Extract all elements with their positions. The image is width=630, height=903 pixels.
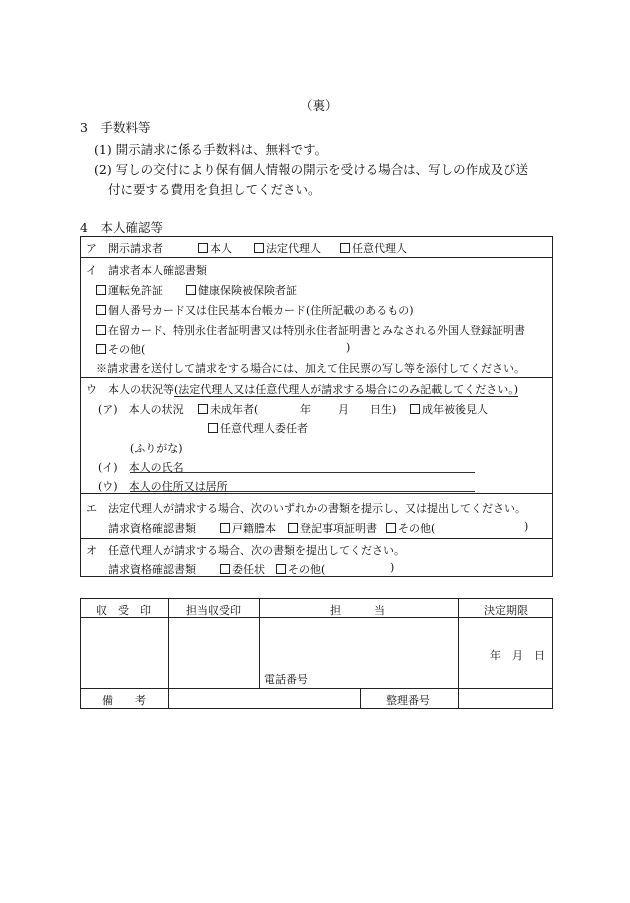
person-address-label: (ウ) 本人の住所又は居所: [98, 480, 228, 493]
status-a-label: (ア) 本人の状況: [98, 403, 184, 416]
legal-agent-instruction: エ 法定代理人が請求する場合、次のいずれかの書類を提示し、又は提出してください。: [86, 502, 526, 515]
page-label: （裏）: [300, 98, 338, 113]
section-4-heading: 4 本人確認等: [80, 220, 163, 235]
id-docs-label: イ 請求者本人確認書類: [86, 264, 207, 277]
mail-note: ※請求書を送付して請求をする場合には、加えて住民票の写し等を添付してください。: [96, 362, 525, 375]
checkbox[interactable]: [186, 285, 196, 295]
voluntary-doc-other-close: ): [390, 561, 395, 574]
col-divider: [168, 598, 169, 709]
birth-month-label: 月: [338, 403, 349, 416]
checkbox[interactable]: [220, 523, 230, 533]
checkbox[interactable]: [288, 523, 298, 533]
staff-header: 担 当: [330, 604, 385, 617]
checkbox[interactable]: [220, 564, 230, 574]
legal-doc-other-close: ): [524, 520, 529, 533]
checkbox[interactable]: [96, 325, 106, 335]
id-doc-drivers-license[interactable]: 運転免許証: [96, 282, 163, 298]
receipt-stamp-header: 収 受 印: [96, 604, 151, 617]
remarks-label: 備 考: [102, 694, 146, 707]
status-minor[interactable]: 未成年者(: [198, 401, 258, 417]
section-3-heading: 3 手数料等: [80, 120, 151, 135]
fee-item-1: (1) 開示請求に係る手数料は、無料です。: [94, 142, 328, 157]
status-adult-guardian[interactable]: 成年被後見人: [410, 401, 488, 417]
requester-label: ア 開示請求者: [86, 242, 163, 255]
row-divider: [80, 538, 553, 539]
id-doc-other[interactable]: その他(: [96, 341, 145, 357]
checkbox[interactable]: [96, 285, 106, 295]
legal-doc-other[interactable]: その他(: [386, 520, 435, 536]
reference-number-label: 整理番号: [386, 694, 430, 707]
legal-doc-registry-certificate[interactable]: 登記事項証明書: [288, 520, 377, 536]
id-doc-other-close: ): [346, 341, 351, 354]
col-divider: [259, 598, 260, 688]
person-name-label: (イ) 本人の氏名: [98, 461, 184, 474]
requester-voluntary-agent[interactable]: 任意代理人: [340, 240, 407, 256]
row-divider: [80, 688, 553, 689]
checkbox[interactable]: [386, 523, 396, 533]
status-mandator[interactable]: 任意代理人委任者: [208, 420, 308, 436]
person-name-field[interactable]: [130, 472, 475, 473]
voluntary-agent-docs-label: 請求資格確認書類: [108, 563, 196, 576]
staff-stamp-header: 担当収受印: [186, 604, 241, 617]
row-divider: [80, 257, 553, 258]
checkbox[interactable]: [208, 423, 218, 433]
col-divider: [360, 688, 361, 709]
checkbox[interactable]: [198, 243, 208, 253]
checkbox[interactable]: [276, 564, 286, 574]
checkbox[interactable]: [340, 243, 350, 253]
checkbox[interactable]: [96, 344, 106, 354]
checkbox[interactable]: [96, 305, 106, 315]
fee-item-2-line-1: (2) 写しの交付により保有個人情報の開示を受ける場合は、写しの作成及び送: [94, 162, 529, 177]
requester-self[interactable]: 本人: [198, 240, 232, 256]
birth-year-label: 年: [300, 403, 311, 416]
furigana-label: (ふりがな): [130, 442, 183, 455]
col-divider: [458, 598, 459, 709]
id-doc-health-insurance[interactable]: 健康保険被保険者証: [186, 282, 297, 298]
voluntary-doc-other[interactable]: その他(: [276, 561, 325, 577]
birth-day-label: 日生): [370, 403, 397, 416]
person-address-field[interactable]: [130, 491, 475, 492]
decision-deadline-header: 決定期限: [484, 604, 528, 617]
fee-item-2-line-2: 付に要する費用を負担してください。: [108, 182, 321, 197]
row-divider: [80, 377, 553, 378]
voluntary-agent-instruction: オ 任意代理人が請求する場合、次の書類を提出してください。: [86, 544, 405, 557]
status-label: ウ 本人の状況等(法定代理人又は任意代理人が請求する場合にのみ記載してください。): [86, 383, 519, 396]
id-doc-residence-card[interactable]: 在留カード、特別永住者証明書又は特別永住者証明書とみなされる外国人登録証明書: [96, 322, 525, 338]
checkbox[interactable]: [410, 404, 420, 414]
checkbox[interactable]: [198, 404, 208, 414]
id-doc-my-number-card[interactable]: 個人番号カード又は住民基本台帳カード(住所記載のあるもの): [96, 302, 414, 318]
deadline-date: 年 月 日: [490, 649, 545, 662]
legal-agent-docs-label: 請求資格確認書類: [108, 522, 196, 535]
phone-number-label: 電話番号: [264, 673, 308, 686]
requester-legal-agent[interactable]: 法定代理人: [254, 240, 321, 256]
voluntary-doc-power-of-attorney[interactable]: 委任状: [220, 561, 265, 577]
status-instruction: (法定代理人又は任意代理人が請求する場合にのみ記載してください。): [174, 383, 519, 396]
checkbox[interactable]: [254, 243, 264, 253]
legal-doc-family-register[interactable]: 戸籍謄本: [220, 520, 276, 536]
